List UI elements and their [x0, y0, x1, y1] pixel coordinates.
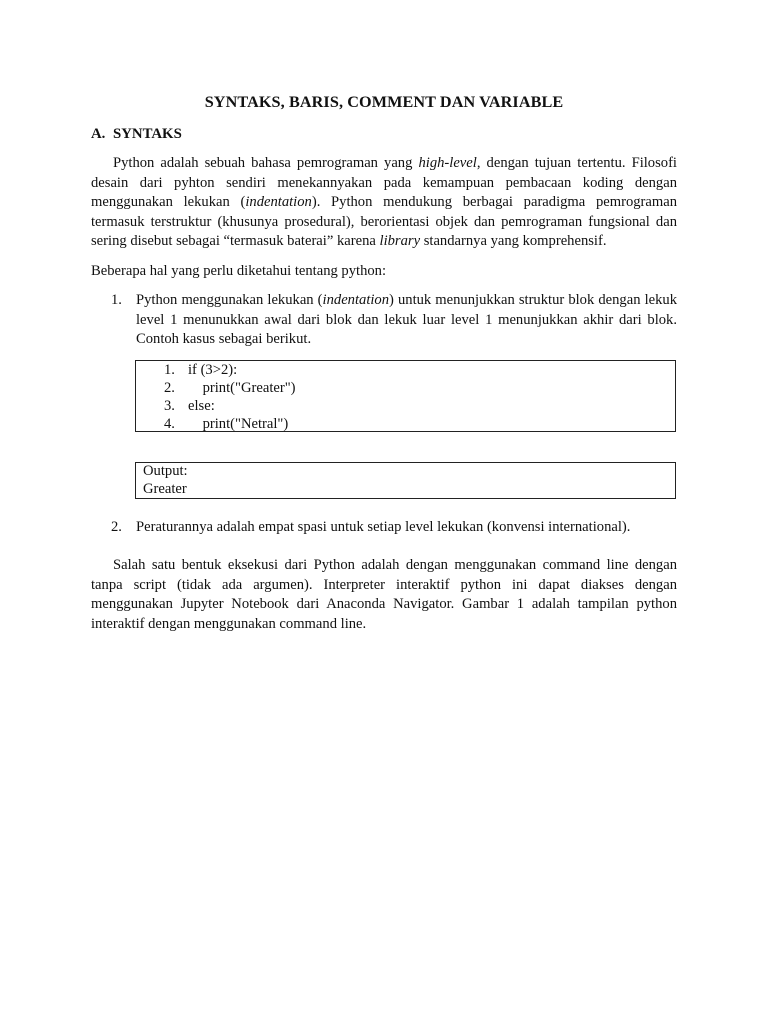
code-line-text: else:: [188, 398, 215, 414]
output-label: Output:: [143, 463, 188, 479]
code-line-number: 4.: [164, 416, 175, 432]
section-label: SYNTAKS: [113, 126, 182, 142]
intro-paragraph: [91, 154, 677, 252]
list-text-1: Python menggunakan lekukan (: [136, 292, 323, 308]
code-line: [164, 397, 215, 415]
list-text-2: ) untuk menunjukkan struktur blok dengan lekuk level 1 menunukkan awal dari blok dan lekuk luar level 1 menunjukkan akhir dari blok. Contoh kasus sebagai berikut.: [136, 292, 677, 347]
list-intro-paragraph: Beberapa hal yang perlu diketahui tentang python:: [91, 263, 387, 279]
output-block: [135, 462, 676, 499]
code-line-text: print("Greater"): [188, 380, 296, 396]
code-line: [164, 415, 288, 433]
intro-text-3: ). Python mendukung berbagai paradigma pemrograman termasuk terstruktur (khusunya prosedural), berorientasi objek dan pemrograman fungsional dan sering disebut sebagai “termasuk baterai” karena: [91, 194, 678, 249]
closing-paragraph: Salah satu bentuk eksekusi dari Python adalah dengan menggunakan command line dengan tanpa script (tidak ada argumen). Interpreter interaktif python ini dapat diakses dengan menggunakan Jupyter Notebook dari Anaconda Navigator. Gambar 1 adalah tampilan python interaktif dengan menggunakan command line.: [91, 557, 677, 632]
output-value: Greater: [143, 480, 187, 497]
code-line-number: 3.: [164, 398, 175, 414]
code-line-text: print("Netral"): [188, 416, 289, 432]
intro-italic-indentation: indentation: [245, 194, 312, 210]
intro-text-1: Python adalah sebuah bahasa pemrograman yang: [113, 155, 419, 171]
intro-text-2: , dengan tujuan tertentu. Filosofi desain dari pyhton sendiri menekannyakan pada kemampuan pembacaan koding dengan menggunakan lekukan (: [91, 155, 677, 210]
list-number: 1.: [111, 292, 122, 308]
intro-text-4: standarnya yang komprehensif.: [420, 233, 607, 249]
section-heading: [91, 125, 182, 145]
code-line-text: if (3>2):: [188, 362, 238, 378]
list-text: [136, 291, 677, 350]
section-number: A.: [91, 126, 106, 142]
list-text: Peraturannya adalah empat spasi untuk setiap level lekukan (konvensi international).: [136, 519, 631, 535]
code-block: [135, 360, 676, 432]
code-line-number: 2.: [164, 380, 175, 396]
intro-italic-high-level: high-level: [418, 155, 477, 171]
code-line-number: 1.: [164, 362, 175, 378]
code-line: [164, 379, 296, 397]
page-title: SYNTAKS, BARIS, COMMENT DAN VARIABLE: [204, 93, 564, 111]
list-italic-indentation: indentation: [322, 292, 390, 308]
code-line: [164, 361, 237, 379]
list-number: 2.: [111, 519, 122, 535]
intro-italic-library: library: [379, 233, 421, 249]
